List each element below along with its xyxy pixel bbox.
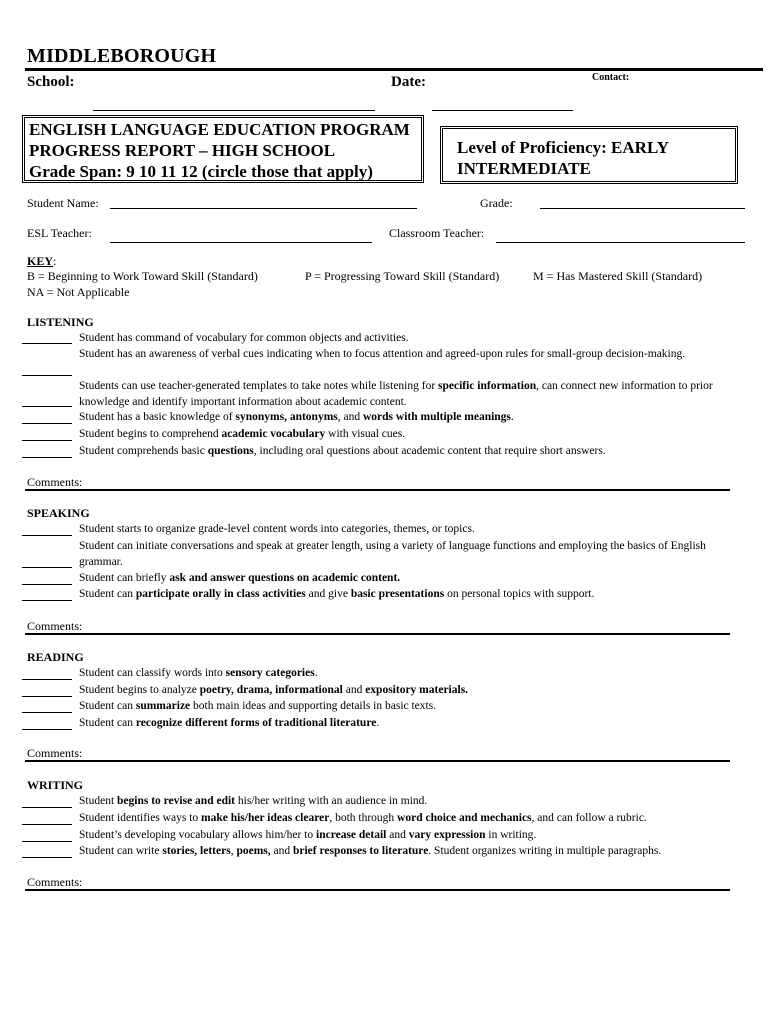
speaking-item-2: Student can initiate conversations and speak at greater length, using a variety of language functions and employing the basics of English grammar. [79, 540, 706, 568]
listening-rating-4[interactable] [22, 423, 72, 424]
reading-item-2: Student begins to analyze poetry, drama, informational and expository materials. [79, 684, 469, 696]
district-title: MIDDLEBOROUGH [27, 45, 217, 67]
key-colon: : [53, 254, 57, 268]
key-mastered: M = Has Mastered Skill (Standard) [533, 269, 703, 283]
key-progressing: P = Progressing Toward Skill (Standard) [305, 269, 500, 283]
key-beginning: B = Beginning to Work Toward Skill (Standard) [27, 269, 258, 283]
proficiency-box [440, 126, 738, 184]
reading-item-3: Student can summarize both main ideas and supporting details in basic texts. [79, 700, 437, 712]
speaking-rating-3[interactable] [22, 584, 72, 585]
school-field-line[interactable] [93, 110, 375, 111]
writing-rating-2[interactable] [22, 824, 72, 825]
speaking-item-1: Student starts to organize grade-level content words into categories, themes, or topics. [79, 523, 475, 535]
writing-item-2: Student identifies ways to make his/her ideas clearer, both through word choice and mechanics, and can follow a rubric. [79, 812, 647, 824]
writing-comments-line[interactable] [25, 889, 730, 891]
listening-item-4: Student has a basic knowledge of synonyms, antonyms, and words with multiple meanings. [79, 411, 514, 423]
listening-item-1: Student has command of vocabulary for common objects and activities. [79, 332, 409, 344]
listening-comments-line[interactable] [25, 489, 730, 491]
writing-item-3: Student’s developing vocabulary allows him/her to increase detail and vary expression in writing. [79, 829, 537, 841]
date-label: Date: [391, 74, 426, 90]
contact-label: Contact: [592, 72, 630, 83]
writing-rating-1[interactable] [22, 807, 72, 808]
proficiency-line2: INTERMEDIATE [457, 159, 591, 178]
writing-heading: WRITING [27, 778, 84, 792]
listening-item-6: Student comprehends basic questions, including oral questions about academic content that require short answers. [79, 445, 606, 457]
speaking-comments-line[interactable] [25, 633, 730, 635]
reading-item-1: Student can classify words into sensory categories. [79, 667, 318, 679]
writing-comments-label: Comments: [27, 875, 83, 889]
speaking-item-3: Student can briefly ask and answer questions on academic content. [79, 572, 401, 584]
reading-comments-label: Comments: [27, 746, 83, 760]
grade-label: Grade: [480, 196, 513, 210]
speaking-rating-2[interactable] [22, 567, 72, 568]
program-title-line1: ENGLISH LANGUAGE EDUCATION PROGRAM [29, 120, 410, 139]
listening-item-5: Student begins to comprehend academic vocabulary with visual cues. [79, 428, 406, 440]
school-label: School: [27, 74, 75, 90]
listening-rating-6[interactable] [22, 457, 72, 458]
speaking-rating-1[interactable] [22, 535, 72, 536]
grade-span-line[interactable]: Grade Span: 9 10 11 12 (circle those that apply) [29, 162, 373, 181]
program-title-box [22, 115, 424, 183]
speaking-rating-4[interactable] [22, 600, 72, 601]
reading-item-4: Student can recognize different forms of traditional literature. [79, 717, 380, 729]
listening-comments-label: Comments: [27, 475, 83, 489]
listening-rating-5[interactable] [22, 440, 72, 441]
classroom-teacher-label: Classroom Teacher: [389, 226, 485, 240]
speaking-heading: SPEAKING [27, 506, 90, 520]
program-title-line2: PROGRESS REPORT – HIGH SCHOOL [29, 141, 336, 160]
writing-rating-3[interactable] [22, 841, 72, 842]
grade-field[interactable] [540, 208, 745, 209]
listening-rating-3[interactable] [22, 406, 72, 407]
writing-item-4: Student can write stories, letters, poems, and brief responses to literature. Student organizes writing in multiple paragraphs. [79, 845, 662, 857]
esl-teacher-field[interactable] [110, 242, 372, 243]
proficiency-line1: Level of Proficiency: EARLY [457, 138, 669, 157]
key-label: KEY [27, 254, 54, 268]
listening-heading: LISTENING [27, 315, 94, 329]
reading-rating-3[interactable] [22, 712, 72, 713]
header-rule [25, 68, 763, 71]
listening-item-3: Students can use teacher-generated templates to take notes while listening for specific information, can connect new information to prior knowledge and identify important information about academic content. [79, 380, 713, 408]
reading-heading: READING [27, 650, 84, 664]
listening-rating-1[interactable] [22, 343, 72, 344]
key-heading [27, 254, 56, 269]
listening-rating-2[interactable] [22, 375, 72, 376]
student-name-label: Student Name: [27, 196, 99, 210]
writing-item-1: Student begins to revise and edit his/her writing with an audience in mind. [79, 795, 428, 807]
speaking-comments-label: Comments: [27, 619, 83, 633]
reading-rating-4[interactable] [22, 729, 72, 730]
key-not-applicable: NA = Not Applicable [27, 285, 130, 299]
reading-rating-2[interactable] [22, 696, 72, 697]
esl-teacher-label: ESL Teacher: [27, 226, 92, 240]
student-name-field[interactable] [110, 208, 417, 209]
reading-rating-1[interactable] [22, 679, 72, 680]
speaking-item-4: Student can participate orally in class activities and give basic presentations on personal topics with support. [79, 588, 595, 600]
classroom-teacher-field[interactable] [496, 242, 745, 243]
reading-comments-line[interactable] [25, 760, 730, 762]
date-field-line[interactable] [432, 110, 573, 111]
writing-rating-4[interactable] [22, 857, 72, 858]
listening-item-2: Student has an awareness of verbal cues indicating when to focus attention and agreed-upon rules for small-group decision-making. [79, 348, 686, 360]
